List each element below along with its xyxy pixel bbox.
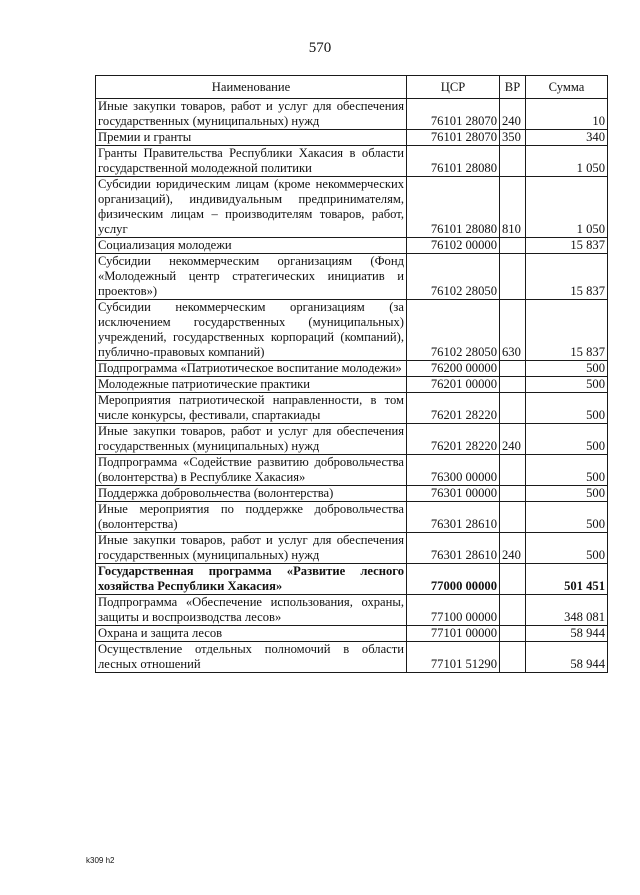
cell-name: Подпрограмма «Патриотическое воспитание молодежи» [96, 361, 407, 377]
cell-csr: 77101 00000 [407, 626, 500, 642]
table-header [96, 76, 608, 99]
header-sum: Сумма [526, 76, 608, 99]
cell-sum: 10 [526, 99, 608, 130]
cell-sum: 500 [526, 377, 608, 393]
table-row [96, 300, 608, 361]
cell-sum: 500 [526, 424, 608, 455]
cell-vr [500, 146, 526, 177]
cell-name: Иные мероприятия по поддержке добровольчества (волонтерства) [96, 502, 407, 533]
cell-sum: 340 [526, 130, 608, 146]
cell-csr: 76102 28050 [407, 254, 500, 300]
table-row [96, 130, 608, 146]
cell-name: Охрана и защита лесов [96, 626, 407, 642]
table-row [96, 393, 608, 424]
header-name: Наименование [96, 76, 407, 99]
cell-name: Государственная программа «Развитие лесного хозяйства Республики Хакасия» [96, 564, 407, 595]
table-row [96, 361, 608, 377]
cell-vr [500, 486, 526, 502]
cell-csr: 76101 28080 [407, 177, 500, 238]
cell-sum: 58 944 [526, 642, 608, 673]
cell-csr: 77000 00000 [407, 564, 500, 595]
cell-csr: 76101 28070 [407, 130, 500, 146]
cell-csr: 77101 51290 [407, 642, 500, 673]
cell-sum: 500 [526, 393, 608, 424]
cell-sum: 1 050 [526, 146, 608, 177]
cell-name: Субсидии некоммерческим организациям (Фонд «Молодежный центр стратегических инициатив и проектов») [96, 254, 407, 300]
cell-name: Социализация молодежи [96, 238, 407, 254]
table-row [96, 377, 608, 393]
cell-csr: 76300 00000 [407, 455, 500, 486]
cell-name: Субсидии некоммерческим организациям (за исключением государственных (муниципальных) учреждений, государственных корпораций (компаний), публично-правовых компаний) [96, 300, 407, 361]
table-row [96, 642, 608, 673]
cell-name: Иные закупки товаров, работ и услуг для обеспечения государственных (муниципальных) нужд [96, 424, 407, 455]
cell-csr: 76201 28220 [407, 424, 500, 455]
cell-vr: 240 [500, 533, 526, 564]
budget-table [95, 75, 608, 673]
cell-sum: 500 [526, 502, 608, 533]
cell-sum: 58 944 [526, 626, 608, 642]
cell-name: Иные закупки товаров, работ и услуг для обеспечения государственных (муниципальных) нужд [96, 99, 407, 130]
cell-vr [500, 595, 526, 626]
cell-sum: 500 [526, 361, 608, 377]
cell-vr [500, 361, 526, 377]
cell-csr: 76201 00000 [407, 377, 500, 393]
cell-vr [500, 377, 526, 393]
table-row [96, 177, 608, 238]
table-row [96, 146, 608, 177]
cell-name: Иные закупки товаров, работ и услуг для обеспечения государственных (муниципальных) нужд [96, 533, 407, 564]
cell-sum: 500 [526, 533, 608, 564]
table-row [96, 502, 608, 533]
cell-csr: 76101 28070 [407, 99, 500, 130]
cell-sum: 501 451 [526, 564, 608, 595]
cell-vr: 240 [500, 99, 526, 130]
cell-name: Субсидии юридическим лицам (кроме некоммерческих организаций), индивидуальным предпринимателям, физическим лицам – производителям товаров, работ, услуг [96, 177, 407, 238]
page-number: 570 [308, 40, 332, 56]
cell-name: Подпрограмма «Обеспечение использования, охраны, защиты и воспроизводства лесов» [96, 595, 407, 626]
cell-sum: 500 [526, 455, 608, 486]
cell-sum: 15 837 [526, 238, 608, 254]
table-row [96, 486, 608, 502]
cell-vr [500, 642, 526, 673]
table-body [96, 99, 608, 673]
cell-sum: 15 837 [526, 300, 608, 361]
cell-name: Осуществление отдельных полномочий в области лесных отношений [96, 642, 407, 673]
table-row [96, 564, 608, 595]
table-row [96, 533, 608, 564]
cell-vr [500, 564, 526, 595]
cell-csr: 76301 28610 [407, 533, 500, 564]
table-row [96, 99, 608, 130]
header-vr: ВР [500, 76, 526, 99]
cell-vr [500, 626, 526, 642]
cell-vr [500, 254, 526, 300]
cell-csr: 76200 00000 [407, 361, 500, 377]
cell-sum: 348 081 [526, 595, 608, 626]
table-row [96, 626, 608, 642]
cell-vr [500, 455, 526, 486]
cell-sum: 500 [526, 486, 608, 502]
cell-vr: 630 [500, 300, 526, 361]
cell-csr: 77100 00000 [407, 595, 500, 626]
table-row [96, 595, 608, 626]
cell-vr [500, 502, 526, 533]
cell-name: Мероприятия патриотической направленности, в том числе конкурсы, фестивали, спартакиады [96, 393, 407, 424]
footer-code: k309 h2 [86, 856, 115, 865]
cell-csr: 76101 28080 [407, 146, 500, 177]
cell-csr: 76301 28610 [407, 502, 500, 533]
cell-vr [500, 393, 526, 424]
cell-csr: 76201 28220 [407, 393, 500, 424]
cell-name: Гранты Правительства Республики Хакасия в области государственной молодежной политики [96, 146, 407, 177]
table-row [96, 424, 608, 455]
cell-name: Поддержка добровольчества (волонтерства) [96, 486, 407, 502]
cell-vr: 810 [500, 177, 526, 238]
header-row [96, 76, 608, 99]
cell-vr [500, 238, 526, 254]
cell-csr: 76301 00000 [407, 486, 500, 502]
table-row [96, 254, 608, 300]
cell-vr: 350 [500, 130, 526, 146]
cell-sum: 1 050 [526, 177, 608, 238]
cell-csr: 76102 28050 [407, 300, 500, 361]
cell-sum: 15 837 [526, 254, 608, 300]
cell-name: Молодежные патриотические практики [96, 377, 407, 393]
table-row [96, 455, 608, 486]
cell-name: Премии и гранты [96, 130, 407, 146]
cell-name: Подпрограмма «Содействие развитию добровольчества (волонтерства) в Республике Хакасия» [96, 455, 407, 486]
header-csr: ЦСР [407, 76, 500, 99]
cell-csr: 76102 00000 [407, 238, 500, 254]
cell-vr: 240 [500, 424, 526, 455]
table-row [96, 238, 608, 254]
